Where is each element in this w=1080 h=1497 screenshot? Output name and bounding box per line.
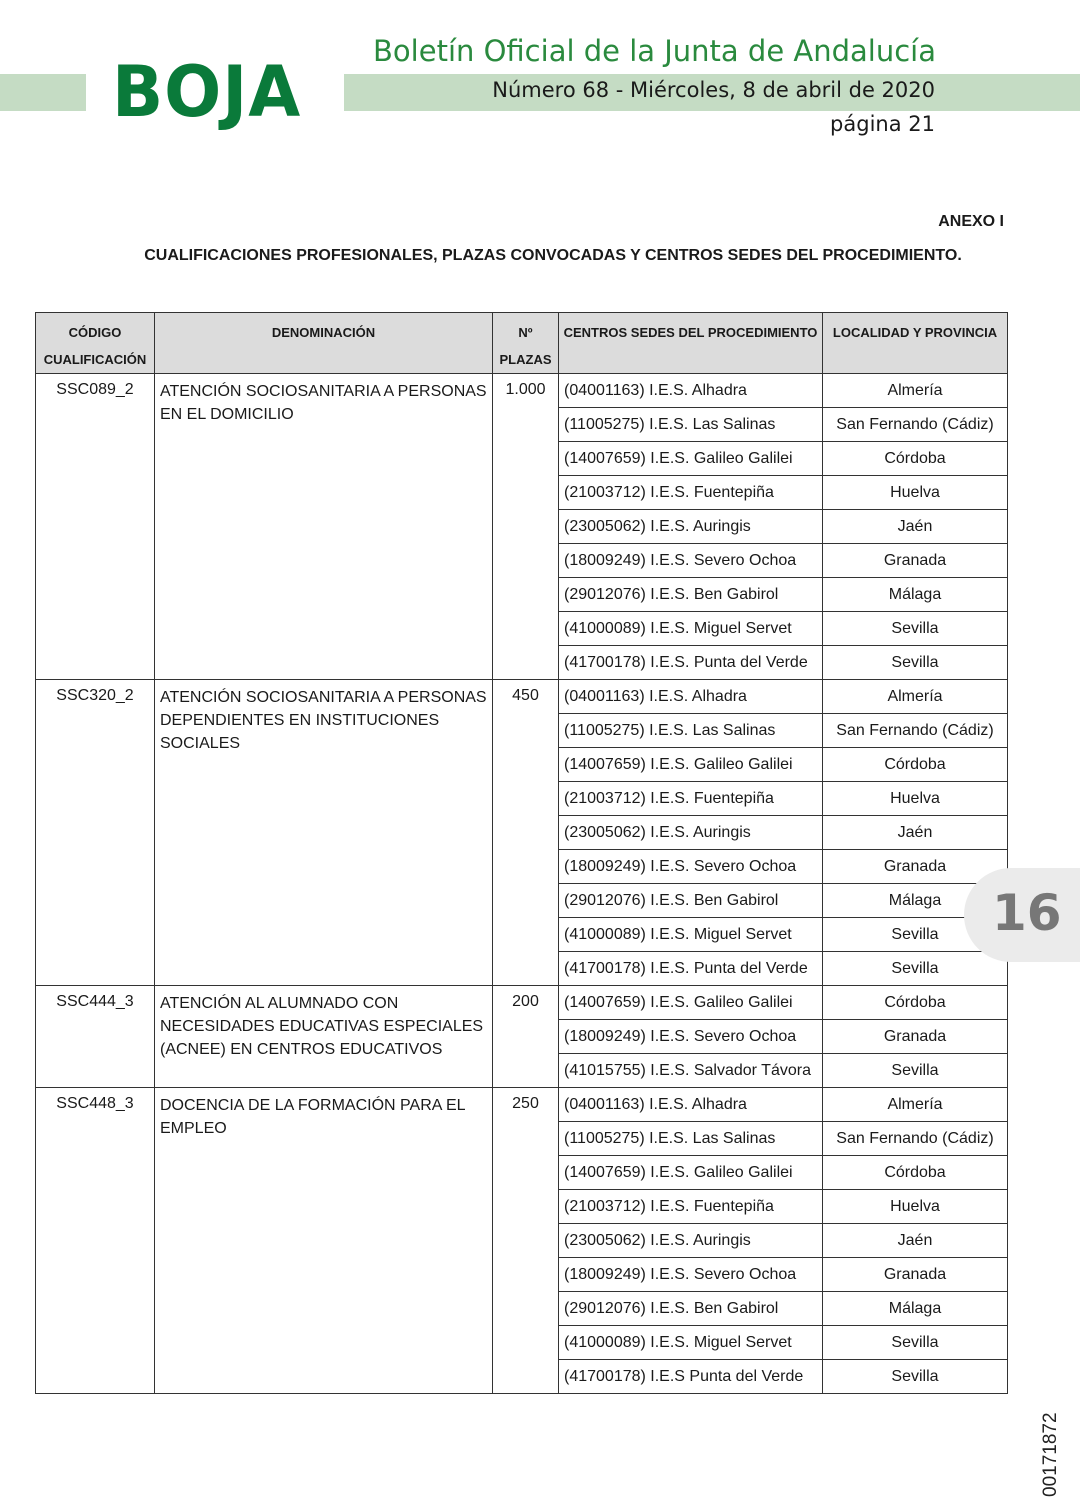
center-name: (23005062) I.E.S. Auringis xyxy=(559,1224,823,1258)
locality: Granada xyxy=(823,544,1008,578)
qualifications-table xyxy=(35,312,1008,1394)
center-name: (21003712) I.E.S. Fuentepiña xyxy=(559,1190,823,1224)
locality: Granada xyxy=(823,850,1008,884)
boja-logo: BOJA xyxy=(112,51,302,133)
locality: Huelva xyxy=(823,1190,1008,1224)
center-name: (41700178) I.E.S. Punta del Verde xyxy=(559,646,823,680)
issue-line: Número 68 - Miércoles, 8 de abril de 2020 xyxy=(492,78,935,102)
table-row xyxy=(36,986,1008,1020)
center-name: (23005062) I.E.S. Auringis xyxy=(559,510,823,544)
center-name: (41000089) I.E.S. Miguel Servet xyxy=(559,1326,823,1360)
qualification-name: ATENCIÓN AL ALUMNADO CON NECESIDADES EDUCATIVAS ESPECIALES (ACNEE) EN CENTROS EDUCATIVOS xyxy=(155,986,493,1088)
locality: Granada xyxy=(823,1258,1008,1292)
qualification-code: SSC444_3 xyxy=(36,986,155,1088)
center-name: (04001163) I.E.S. Alhadra xyxy=(559,680,823,714)
center-name: (18009249) I.E.S. Severo Ochoa xyxy=(559,544,823,578)
qualification-name: ATENCIÓN SOCIOSANITARIA A PERSONAS EN EL DOMICILIO xyxy=(155,374,493,680)
locality: Sevilla xyxy=(823,1360,1008,1394)
locality: Córdoba xyxy=(823,1156,1008,1190)
center-name: (41015755) I.E.S. Salvador Távora xyxy=(559,1054,823,1088)
center-name: (11005275) I.E.S. Las Salinas xyxy=(559,408,823,442)
center-name: (14007659) I.E.S. Galileo Galilei xyxy=(559,1156,823,1190)
qualification-code: SSC448_3 xyxy=(36,1088,155,1394)
center-name: (41700178) I.E.S. Punta del Verde xyxy=(559,952,823,986)
locality: Huelva xyxy=(823,476,1008,510)
center-name: (18009249) I.E.S. Severo Ochoa xyxy=(559,850,823,884)
locality: Almería xyxy=(823,1088,1008,1122)
qualification-name: ATENCIÓN SOCIOSANITARIA A PERSONAS DEPENDIENTES EN INSTITUCIONES SOCIALES xyxy=(155,680,493,986)
table-header-row xyxy=(36,313,1008,374)
places-count: 250 xyxy=(493,1088,559,1394)
center-name: (11005275) I.E.S. Las Salinas xyxy=(559,1122,823,1156)
column-header: DENOMINACIÓN xyxy=(155,313,493,374)
header-band-left xyxy=(0,74,86,111)
annex-label: ANEXO I xyxy=(938,213,1004,230)
column-header: CÓDIGO CUALIFICACIÓN xyxy=(36,313,155,374)
center-name: (23005062) I.E.S. Auringis xyxy=(559,816,823,850)
center-name: (29012076) I.E.S. Ben Gabirol xyxy=(559,578,823,612)
center-name: (41000089) I.E.S. Miguel Servet xyxy=(559,918,823,952)
locality: San Fernando (Cádiz) xyxy=(823,408,1008,442)
column-header: LOCALIDAD Y PROVINCIA xyxy=(823,313,1008,374)
locality: Sevilla xyxy=(823,1054,1008,1088)
locality: Granada xyxy=(823,1020,1008,1054)
page-tab-number: 16 xyxy=(992,884,1062,942)
locality: Sevilla xyxy=(823,1326,1008,1360)
places-count: 450 xyxy=(493,680,559,986)
locality: Córdoba xyxy=(823,986,1008,1020)
locality: Jaén xyxy=(823,510,1008,544)
locality: Málaga xyxy=(823,1292,1008,1326)
document-side-code: 00171872 xyxy=(1040,1412,1061,1497)
center-name: (11005275) I.E.S. Las Salinas xyxy=(559,714,823,748)
table-row xyxy=(36,374,1008,408)
center-name: (21003712) I.E.S. Fuentepiña xyxy=(559,782,823,816)
center-name: (29012076) I.E.S. Ben Gabirol xyxy=(559,1292,823,1326)
locality: Huelva xyxy=(823,782,1008,816)
locality: Sevilla xyxy=(823,646,1008,680)
locality: Málaga xyxy=(823,578,1008,612)
center-name: (04001163) I.E.S. Alhadra xyxy=(559,374,823,408)
center-name: (14007659) I.E.S. Galileo Galilei xyxy=(559,442,823,476)
locality: Sevilla xyxy=(823,952,1008,986)
locality: Córdoba xyxy=(823,442,1008,476)
qualification-code: SSC089_2 xyxy=(36,374,155,680)
column-header: Nº PLAZAS xyxy=(493,313,559,374)
center-name: (41700178) I.E.S Punta del Verde xyxy=(559,1360,823,1394)
locality: Sevilla xyxy=(823,918,1008,952)
center-name: (21003712) I.E.S. Fuentepiña xyxy=(559,476,823,510)
document-title: CUALIFICACIONES PROFESIONALES, PLAZAS CONVOCADAS Y CENTROS SEDES DEL PROCEDIMIENTO. xyxy=(144,247,962,264)
locality: Sevilla xyxy=(823,612,1008,646)
places-count: 1.000 xyxy=(493,374,559,680)
locality: Almería xyxy=(823,374,1008,408)
center-name: (29012076) I.E.S. Ben Gabirol xyxy=(559,884,823,918)
locality: Córdoba xyxy=(823,748,1008,782)
publication-title: Boletín Oficial de la Junta de Andalucía xyxy=(373,34,936,68)
table-row xyxy=(36,680,1008,714)
places-count: 200 xyxy=(493,986,559,1088)
page-number: página 21 xyxy=(830,112,935,136)
table-row xyxy=(36,1088,1008,1122)
qualification-code: SSC320_2 xyxy=(36,680,155,986)
locality: San Fernando (Cádiz) xyxy=(823,1122,1008,1156)
locality: Jaén xyxy=(823,816,1008,850)
table-body xyxy=(36,374,1008,1394)
column-header: CENTROS SEDES DEL PROCEDIMIENTO xyxy=(559,313,823,374)
locality: San Fernando (Cádiz) xyxy=(823,714,1008,748)
center-name: (18009249) I.E.S. Severo Ochoa xyxy=(559,1020,823,1054)
locality: Almería xyxy=(823,680,1008,714)
qualification-name: DOCENCIA DE LA FORMACIÓN PARA EL EMPLEO xyxy=(155,1088,493,1394)
center-name: (14007659) I.E.S. Galileo Galilei xyxy=(559,748,823,782)
locality: Málaga xyxy=(823,884,1008,918)
center-name: (14007659) I.E.S. Galileo Galilei xyxy=(559,986,823,1020)
center-name: (18009249) I.E.S. Severo Ochoa xyxy=(559,1258,823,1292)
center-name: (04001163) I.E.S. Alhadra xyxy=(559,1088,823,1122)
locality: Jaén xyxy=(823,1224,1008,1258)
center-name: (41000089) I.E.S. Miguel Servet xyxy=(559,612,823,646)
